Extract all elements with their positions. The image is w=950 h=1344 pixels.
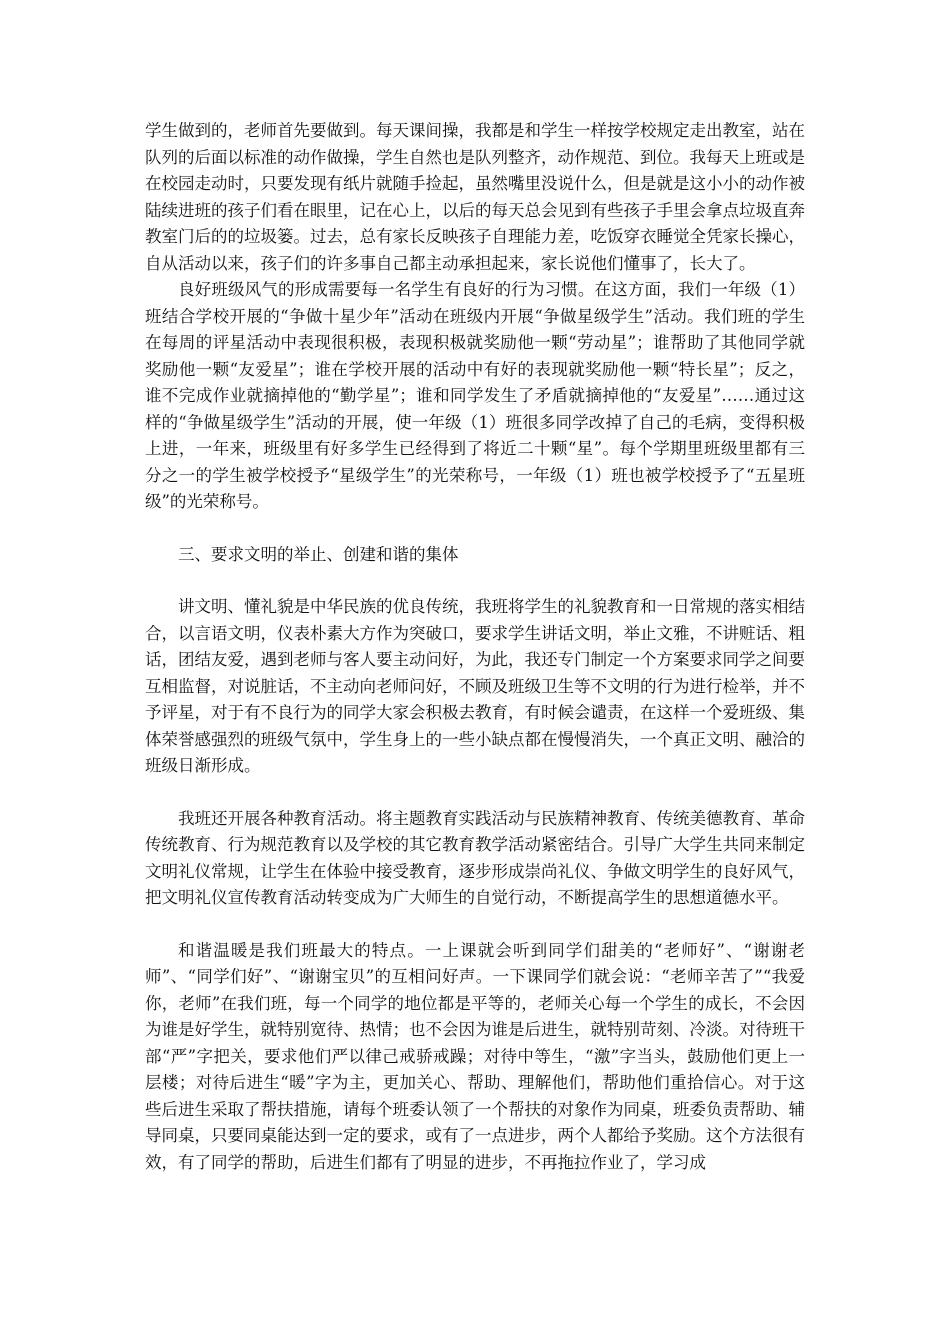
paragraph-5: 和谐温暖是我们班最大的特点。一上课就会听到同学们甜美的“老师好”、“谢谢老师”、“同学们好”、“谢谢宝贝”的互相问好声。一下课同学们就会说：“老师辛苦了”“我爱你，老师”在我们班，每一个同学的地位都是平等的，老师关心每一个学生的成长，不会因为谁是好学生，就特别宽待、热情；也不会因为谁是后进生，就特别苛刻、冷淡。对待班干部“严”字把关，要求他们严以律己戒骄戒躁；对待中等生，“激”字当头，鼓励他们更上一层楼；对待后进生“暖”字为主，更加关心、帮助、理解他们，帮助他们重拾信心。对于这些后进生采取了帮扶措施，请每个班委认领了一个帮扶的对象作为同桌，班委负责帮助、辅导同桌，只要同桌能达到一定的要求，或有了一点进步，两个人都给予奖励。这个方法很有效，有了同学的帮助，后进生们都有了明显的进步，不再拖拉作业了，学习成 [145,940,805,1172]
paragraph-gap [145,568,805,594]
paragraph-3: 讲文明、懂礼貌是中华民族的优良传统，我班将学生的礼貌教育和一日常规的落实相结合，以言语文明，仪表朴素大方作为突破口，要求学生讲话文明，举止文雅，不讲赃话、粗话，团结友爱，遇到老师与客人要主动问好，为此，我还专门制定一个方案要求同学之间要互相监督，对说脏话，不主动向老师问好，不顾及班级卫生等不文明的行为进行检举，并不予评星，对于有不良行为的同学大家会积极去教育，有时候会谴责，在这样一个爱班级、集体荣誉感强烈的班级气氛中，学生身上的一些小缺点都在慢慢消失，一个真正文明、融洽的班级日渐形成。 [145,597,805,775]
paragraph-gap [145,516,805,542]
paragraph-gap [145,780,805,806]
document-page [145,118,805,1176]
paragraph-1: 学生做到的，老师首先要做到。每天课间操，我都是和学生一样按学校规定走出教室，站在队列的后面以标准的动作做操，学生自然也是队列整齐，动作规范、到位。我每天上班或是在校园走动时，只要发现有纸片就随手捡起，虽然嘴里没说什么，但是就是这小小的动作被陆续进班的孩子们看在眼里，记在心上，以后的每天总会见到有些孩子手里会拿点垃圾直奔教室门后的的垃圾篓。过去，总有家长反映孩子自理能力差，吃饭穿衣睡觉全凭家长操心，自从活动以来，孩子们的许多事自己都主动承担起来，家长说他们懂事了，长大了。 [145,121,805,273]
paragraph-2: 良好班级风气的形成需要每一名学生有良好的行为习惯。在这方面，我们一年级（1）班结合学校开展的“争做十星少年”活动在班级内开展“争做星级学生”活动。我们班的学生在每周的评星活动中表现很积极，表现积极就奖励他一颗“劳动星”；谁帮助了其他同学就奖励他一颗“友爱星”；谁在学校开展的活动中有好的表现就奖励他一颗“特长星”；反之，谁不完成作业就摘掉他的“勤学星”；谁和同学发生了矛盾就摘掉他的“友爱星”……通过这样的“争做星级学生”活动的开展，使一年级（1）班很多同学改掉了自己的毛病，变得积极上进，一年来，班级里有好多学生已经得到了将近二十颗“星”。每个学期里班级里都有三分之一的学生被学校授予“星级学生”的光荣称号，一年级（1）班也被学校授予了“五星班级”的光荣称号。 [145,280,805,511]
paragraph-gap [145,912,805,938]
paragraph-4: 我班还开展各种教育活动。将主题教育实践活动与民族精神教育、传统美德教育、革命传统教育、行为规范教育以及学校的其它教育教学活动紧密结合。引导广大学生共同来制定文明礼仪常规，让学生在体验中接受教育，逐步形成崇尚礼仪、争做文明学生的良好风气，把文明礼仪宣传教育活动转变成为广大师生的自觉行动，不断提高学生的思想道德水平。 [145,808,805,907]
section-heading: 三、要求文明的举止、创建和谐的集体 [178,544,459,564]
